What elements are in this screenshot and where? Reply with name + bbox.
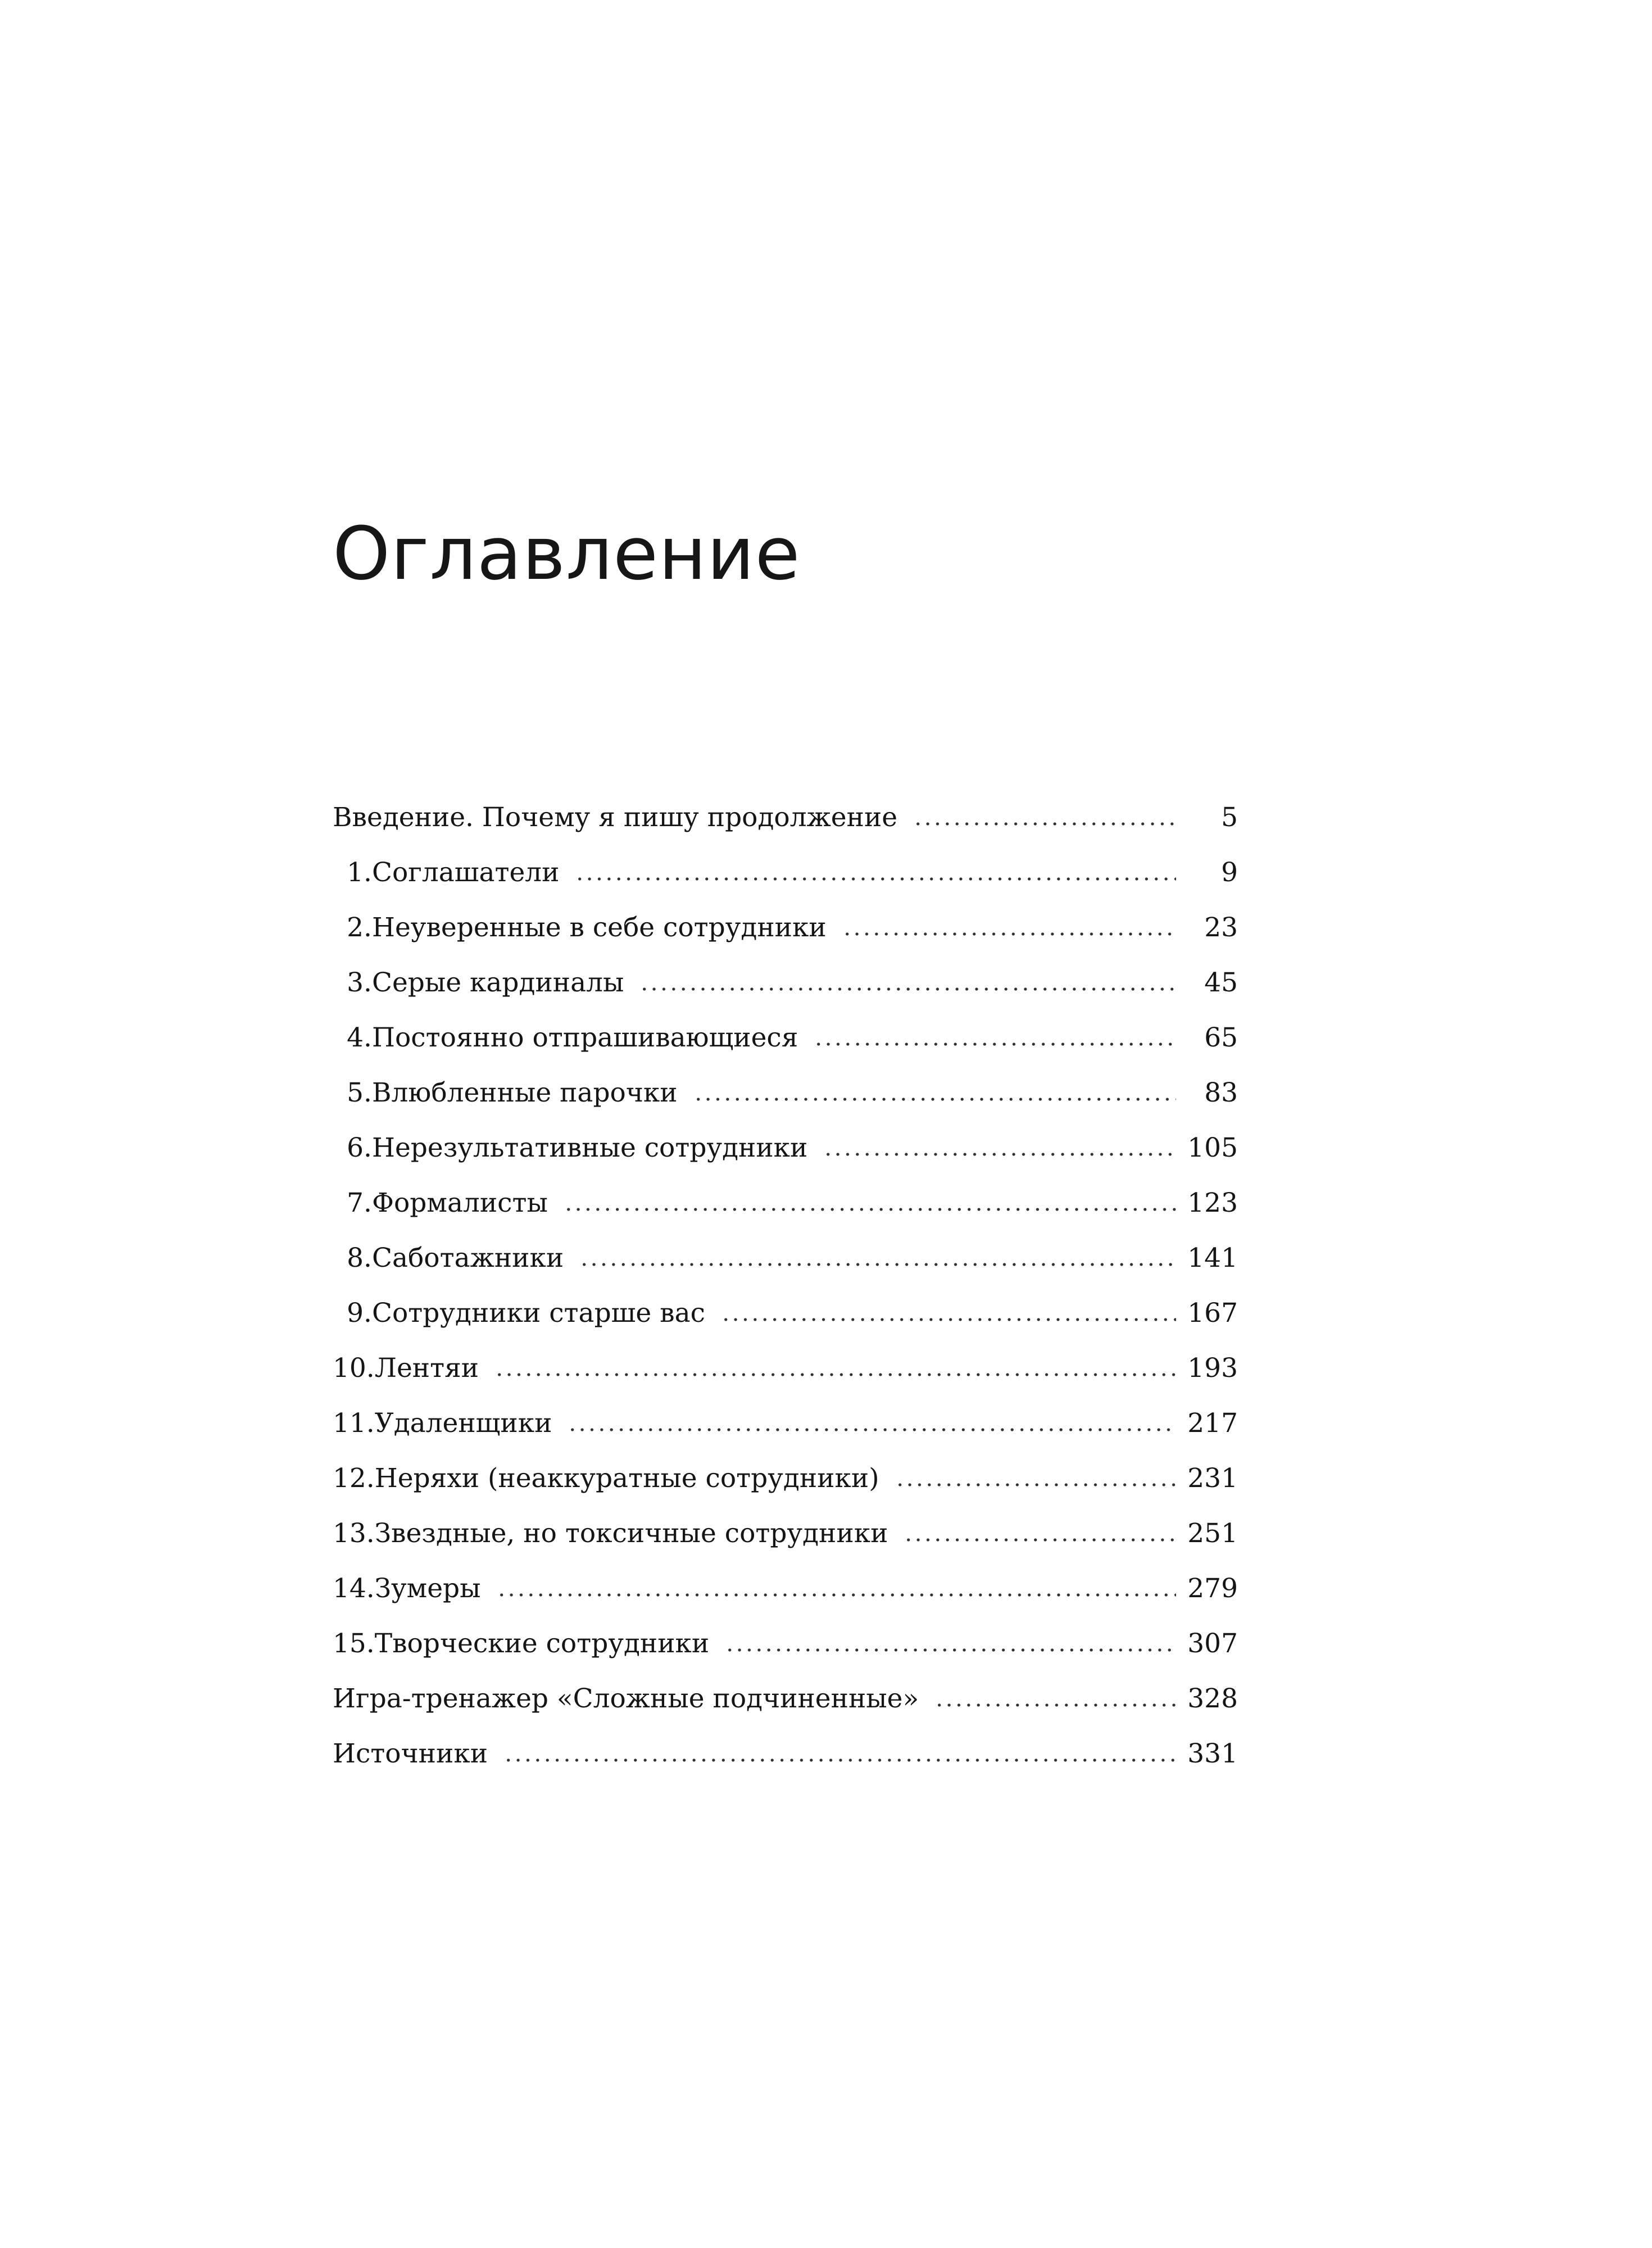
dot-leader — [904, 1537, 1176, 1543]
toc-entry-number: 6. — [347, 1132, 372, 1163]
toc-entry — [333, 1176, 1238, 1231]
toc-entry-number: 15. — [333, 1628, 375, 1659]
toc-entry-page-number: 45 — [1204, 967, 1238, 998]
page-title: Оглавление — [333, 511, 801, 596]
toc-entry-page-number: 65 — [1204, 1022, 1238, 1053]
toc-entry-title: Игра-тренажер «Сложные подчиненные» — [333, 1683, 919, 1714]
dot-leader — [503, 1757, 1176, 1763]
toc-entry-title: Неряхи (неаккуратные сотрудники) — [374, 1463, 879, 1494]
dot-leader — [575, 876, 1176, 882]
toc-entry-page-number: 331 — [1187, 1738, 1238, 1769]
toc-entry — [333, 1066, 1238, 1121]
toc-entry-title: Саботажники — [372, 1243, 564, 1273]
toc-entry — [333, 900, 1238, 955]
toc-entry-title: Звездные, но токсичные сотрудники — [374, 1518, 888, 1549]
toc-entry-page-number: 167 — [1187, 1298, 1238, 1329]
dot-leader — [497, 1592, 1176, 1598]
toc-entry-title: Влюбленные парочки — [372, 1077, 678, 1108]
toc-entry-page-number: 217 — [1187, 1408, 1238, 1439]
toc-entry-number: 5. — [347, 1077, 372, 1108]
toc-entry-number: 14. — [333, 1573, 375, 1604]
toc-entry-title: Удаленщики — [374, 1408, 552, 1439]
toc-entry — [333, 1671, 1238, 1726]
toc-entry-number: 1. — [347, 857, 372, 888]
toc-entry — [333, 955, 1238, 1010]
toc-entry-number: 13. — [333, 1518, 375, 1549]
dot-leader — [842, 931, 1176, 937]
toc-entry-page-number: 251 — [1187, 1518, 1238, 1549]
toc-entry-number: 8. — [347, 1243, 372, 1273]
toc-entry-title: Зумеры — [374, 1573, 481, 1604]
toc-entry-page-number: 23 — [1204, 912, 1238, 943]
dot-leader — [564, 1207, 1176, 1212]
toc-entry-title: Формалисты — [372, 1188, 548, 1218]
toc-entry — [333, 1286, 1238, 1341]
toc-entry-page-number: 193 — [1187, 1353, 1238, 1384]
dot-leader — [823, 1152, 1176, 1157]
dot-leader — [895, 1482, 1176, 1488]
dot-leader — [913, 821, 1176, 827]
toc-entry-page-number: 83 — [1204, 1077, 1238, 1108]
toc-entry-number: 9. — [347, 1298, 372, 1329]
toc-entry — [333, 1726, 1238, 1782]
toc-entry — [333, 1121, 1238, 1176]
dot-leader — [721, 1317, 1176, 1322]
toc-entry-page-number: 105 — [1187, 1132, 1238, 1163]
toc-entry — [333, 790, 1238, 845]
toc-entry-title: Творческие сотрудники — [374, 1628, 710, 1659]
toc-entry-title: Сотрудники старше вас — [372, 1298, 705, 1329]
dot-leader — [494, 1372, 1176, 1377]
toc-entry-title: Нерезультативные сотрудники — [372, 1132, 808, 1163]
toc-entry-title: Соглашатели — [372, 857, 560, 888]
toc-entry-number: 10. — [333, 1353, 375, 1384]
dot-leader — [934, 1702, 1176, 1708]
toc-entry-number: 4. — [347, 1022, 372, 1053]
toc-entry-title: Серые кардиналы — [372, 967, 624, 998]
dot-leader — [579, 1262, 1176, 1267]
toc-entry-title: Неуверенные в себе сотрудники — [372, 912, 827, 943]
toc-entry — [333, 1561, 1238, 1616]
toc-entry-number: 2. — [347, 912, 372, 943]
toc-entry-page-number: 328 — [1187, 1683, 1238, 1714]
toc-entry — [333, 1231, 1238, 1286]
toc-entry-number: 12. — [333, 1463, 375, 1494]
toc-entry-title: Введение. Почему я пишу продолжение — [333, 802, 898, 833]
table-of-contents — [333, 790, 1238, 1782]
toc-entry — [333, 1506, 1238, 1561]
toc-entry-page-number: 279 — [1187, 1573, 1238, 1604]
toc-entry-title: Лентяи — [374, 1353, 479, 1384]
toc-entry-page-number: 123 — [1187, 1188, 1238, 1218]
toc-entry-number: 7. — [347, 1188, 372, 1218]
toc-entry-page-number: 5 — [1221, 802, 1238, 833]
dot-leader — [814, 1041, 1176, 1047]
toc-entry — [333, 1451, 1238, 1506]
toc-entry — [333, 845, 1238, 900]
dot-leader — [639, 986, 1176, 992]
toc-entry — [333, 1010, 1238, 1066]
toc-entry-number: 3. — [347, 967, 372, 998]
toc-entry-page-number: 231 — [1187, 1463, 1238, 1494]
toc-entry-title: Источники — [333, 1738, 488, 1769]
toc-entry — [333, 1616, 1238, 1671]
toc-entry-number: 11. — [333, 1408, 375, 1439]
dot-leader — [568, 1427, 1176, 1433]
toc-entry-page-number: 307 — [1187, 1628, 1238, 1659]
toc-entry — [333, 1396, 1238, 1451]
toc-entry — [333, 1341, 1238, 1396]
dot-leader — [693, 1096, 1176, 1102]
toc-entry-page-number: 9 — [1221, 857, 1238, 888]
toc-entry-title: Постоянно отпрашивающиеся — [372, 1022, 798, 1053]
toc-entry-page-number: 141 — [1187, 1243, 1238, 1273]
dot-leader — [725, 1647, 1176, 1653]
